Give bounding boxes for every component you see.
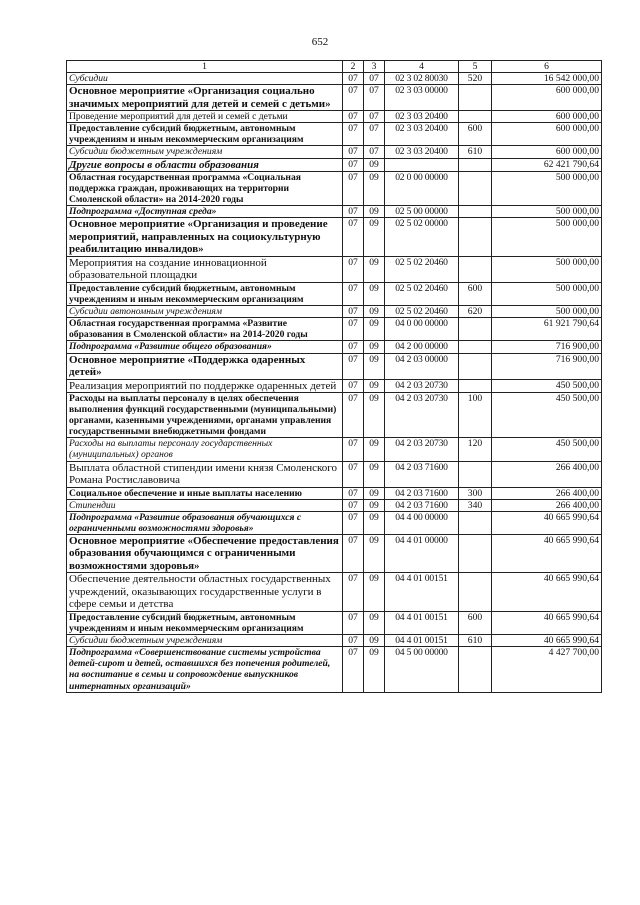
- row-subsection-code: 09: [364, 534, 385, 573]
- row-name: Областная государственная программа «Развитие образования в Смоленской области» на 2014-2020 годы: [67, 318, 343, 341]
- row-subsection-code: 09: [364, 393, 385, 438]
- row-subsection-code: 09: [364, 218, 385, 257]
- row-target-article-code: 02 3 03 20400: [385, 146, 459, 158]
- row-amount: 40 665 990,64: [492, 511, 602, 534]
- row-expense-type-code: [459, 256, 492, 282]
- row-section-code: 07: [343, 256, 364, 282]
- row-expense-type-code: [459, 206, 492, 218]
- row-subsection-code: 09: [364, 172, 385, 206]
- row-expense-type-code: [459, 341, 492, 353]
- row-amount: 62 421 790,64: [492, 158, 602, 172]
- row-section-code: 07: [343, 499, 364, 511]
- table-row: [67, 172, 602, 206]
- row-section-code: 07: [343, 379, 364, 393]
- row-name: Другие вопросы в области образования: [67, 158, 343, 172]
- table-row: [67, 353, 602, 379]
- row-subsection-code: 09: [364, 282, 385, 305]
- row-target-article-code: 02 5 02 20460: [385, 282, 459, 305]
- table-row: [67, 461, 602, 487]
- row-amount: 450 500,00: [492, 393, 602, 438]
- table-row: [67, 85, 602, 111]
- row-target-article-code: 04 2 03 71600: [385, 499, 459, 511]
- row-target-article-code: 04 2 03 71600: [385, 487, 459, 499]
- row-section-code: 07: [343, 393, 364, 438]
- row-amount: 600 000,00: [492, 146, 602, 158]
- row-expense-type-code: [459, 379, 492, 393]
- table-row: [67, 282, 602, 305]
- row-subsection-code: 09: [364, 256, 385, 282]
- row-expense-type-code: 620: [459, 306, 492, 318]
- row-name: Предоставление субсидий бюджетным, автономным учреждениям и иным некоммерческим организациям: [67, 123, 343, 146]
- row-name: Расходы на выплаты персоналу в целях обеспечения выполнения функций государственными (муниципальными) органами, казенными учреждениями, органами управления государственными внебюджетными фондами: [67, 393, 343, 438]
- row-amount: 40 665 990,64: [492, 611, 602, 634]
- row-target-article-code: 04 4 01 00151: [385, 611, 459, 634]
- row-subsection-code: 09: [364, 487, 385, 499]
- row-target-article-code: 04 2 03 20730: [385, 379, 459, 393]
- row-target-article-code: 04 4 01 00151: [385, 573, 459, 612]
- row-subsection-code: 09: [364, 647, 385, 692]
- row-expense-type-code: 610: [459, 635, 492, 647]
- table-row: [67, 499, 602, 511]
- row-section-code: 07: [343, 511, 364, 534]
- row-subsection-code: 09: [364, 341, 385, 353]
- row-name: Предоставление субсидий бюджетным, автономным учреждениям и иным некоммерческим организациям: [67, 611, 343, 634]
- row-section-code: 07: [343, 461, 364, 487]
- row-section-code: 07: [343, 306, 364, 318]
- table-row: [67, 158, 602, 172]
- row-amount: 600 000,00: [492, 85, 602, 111]
- row-subsection-code: 09: [364, 499, 385, 511]
- row-section-code: 07: [343, 534, 364, 573]
- row-expense-type-code: 600: [459, 282, 492, 305]
- table-row: [67, 256, 602, 282]
- budget-table: [66, 60, 602, 693]
- row-subsection-code: 07: [364, 146, 385, 158]
- row-expense-type-code: [459, 318, 492, 341]
- row-section-code: 07: [343, 111, 364, 123]
- row-section-code: 07: [343, 218, 364, 257]
- row-amount: 500 000,00: [492, 256, 602, 282]
- col-header-name: 1: [67, 61, 343, 73]
- table-row: [67, 111, 602, 123]
- table-row: [67, 611, 602, 634]
- row-target-article-code: 04 2 03 71600: [385, 461, 459, 487]
- row-expense-type-code: [459, 158, 492, 172]
- row-amount: 500 000,00: [492, 306, 602, 318]
- row-expense-type-code: 300: [459, 487, 492, 499]
- row-section-code: 07: [343, 158, 364, 172]
- row-target-article-code: 02 3 03 20400: [385, 111, 459, 123]
- row-expense-type-code: [459, 172, 492, 206]
- row-amount: 500 000,00: [492, 206, 602, 218]
- row-section-code: 07: [343, 172, 364, 206]
- row-expense-type-code: [459, 85, 492, 111]
- row-section-code: 07: [343, 573, 364, 612]
- row-expense-type-code: 100: [459, 393, 492, 438]
- row-subsection-code: 07: [364, 111, 385, 123]
- row-amount: 716 900,00: [492, 353, 602, 379]
- row-name: Субсидии автономным учреждениям: [67, 306, 343, 318]
- row-amount: 40 665 990,64: [492, 534, 602, 573]
- row-amount: 450 500,00: [492, 379, 602, 393]
- row-name: Основное мероприятие «Поддержка одаренных детей»: [67, 353, 343, 379]
- table-row: [67, 635, 602, 647]
- col-header-rz: 2: [343, 61, 364, 73]
- row-name: Выплата областной стипендии имени князя Смоленского Романа Ростиславовича: [67, 461, 343, 487]
- row-expense-type-code: [459, 461, 492, 487]
- row-amount: 600 000,00: [492, 111, 602, 123]
- row-target-article-code: 02 3 03 20400: [385, 123, 459, 146]
- row-name: Подпрограмма «Доступная среда»: [67, 206, 343, 218]
- col-header-vr: 5: [459, 61, 492, 73]
- row-name: Подпрограмма «Развитие образования обучающихся с ограниченными возможностями здоровья»: [67, 511, 343, 534]
- row-target-article-code: 02 0 00 00000: [385, 172, 459, 206]
- row-expense-type-code: 120: [459, 438, 492, 461]
- row-name: Реализация мероприятий по поддержке одаренных детей: [67, 379, 343, 393]
- row-section-code: 07: [343, 318, 364, 341]
- table-row: [67, 146, 602, 158]
- row-section-code: 07: [343, 353, 364, 379]
- row-subsection-code: 09: [364, 318, 385, 341]
- row-subsection-code: 09: [364, 306, 385, 318]
- row-subsection-code: 07: [364, 123, 385, 146]
- row-section-code: 07: [343, 635, 364, 647]
- row-amount: 61 921 790,64: [492, 318, 602, 341]
- row-target-article-code: 02 5 02 20460: [385, 306, 459, 318]
- row-subsection-code: 09: [364, 461, 385, 487]
- table-row: [67, 341, 602, 353]
- row-target-article-code: [385, 158, 459, 172]
- table-row: [67, 438, 602, 461]
- row-amount: 500 000,00: [492, 218, 602, 257]
- row-expense-type-code: 600: [459, 611, 492, 634]
- row-target-article-code: 04 4 01 00000: [385, 534, 459, 573]
- row-subsection-code: 09: [364, 438, 385, 461]
- row-amount: 4 427 700,00: [492, 647, 602, 692]
- row-name: Расходы на выплаты персоналу государственных (муниципальных) органов: [67, 438, 343, 461]
- table-row: [67, 306, 602, 318]
- row-section-code: 07: [343, 282, 364, 305]
- row-expense-type-code: [459, 534, 492, 573]
- row-amount: 266 400,00: [492, 461, 602, 487]
- row-subsection-code: 07: [364, 73, 385, 85]
- row-section-code: 07: [343, 647, 364, 692]
- table-row: [67, 73, 602, 85]
- row-subsection-code: 09: [364, 511, 385, 534]
- row-target-article-code: 04 5 00 00000: [385, 647, 459, 692]
- row-section-code: 07: [343, 341, 364, 353]
- row-expense-type-code: 610: [459, 146, 492, 158]
- row-name: Подпрограмма «Развитие общего образования»: [67, 341, 343, 353]
- row-subsection-code: 09: [364, 353, 385, 379]
- row-subsection-code: 09: [364, 635, 385, 647]
- row-section-code: 07: [343, 206, 364, 218]
- row-name: Предоставление субсидий бюджетным, автономным учреждениям и иным некоммерческим организациям: [67, 282, 343, 305]
- row-subsection-code: 07: [364, 85, 385, 111]
- row-name: Основное мероприятие «Организация и проведение мероприятий, направленных на социокультурную реабилитацию инвалидов»: [67, 218, 343, 257]
- col-header-pr: 3: [364, 61, 385, 73]
- table-row: [67, 218, 602, 257]
- row-amount: 40 665 990,64: [492, 573, 602, 612]
- table-body: [67, 73, 602, 693]
- table-row: [67, 123, 602, 146]
- row-expense-type-code: [459, 353, 492, 379]
- table-row: [67, 487, 602, 499]
- table-row: [67, 318, 602, 341]
- row-amount: 16 542 000,00: [492, 73, 602, 85]
- row-section-code: 07: [343, 611, 364, 634]
- row-expense-type-code: 520: [459, 73, 492, 85]
- row-name: Областная государственная программа «Социальная поддержка граждан, проживающих на территории Смоленской области» на 2014-2020 годы: [67, 172, 343, 206]
- row-section-code: 07: [343, 487, 364, 499]
- row-amount: 600 000,00: [492, 123, 602, 146]
- row-amount: 266 400,00: [492, 499, 602, 511]
- row-name: Обеспечение деятельности областных государственных учреждений, оказывающих государственные услуги в сфере семьи и детства: [67, 573, 343, 612]
- table-row: [67, 511, 602, 534]
- row-section-code: 07: [343, 73, 364, 85]
- row-section-code: 07: [343, 438, 364, 461]
- row-target-article-code: 02 5 02 00000: [385, 218, 459, 257]
- row-section-code: 07: [343, 146, 364, 158]
- table-row: [67, 647, 602, 692]
- table-row: [67, 206, 602, 218]
- row-name: Проведение мероприятий для детей и семей с детьми: [67, 111, 343, 123]
- row-subsection-code: 09: [364, 611, 385, 634]
- row-amount: 40 665 990,64: [492, 635, 602, 647]
- row-name: Основное мероприятие «Обеспечение предоставления образования обучающимся с ограниченными возможностями здоровья»: [67, 534, 343, 573]
- row-subsection-code: 09: [364, 158, 385, 172]
- row-target-article-code: 02 3 03 00000: [385, 85, 459, 111]
- row-target-article-code: 04 2 00 00000: [385, 341, 459, 353]
- row-name: Субсидии: [67, 73, 343, 85]
- row-name: Подпрограмма «Совершенствование системы устройства детей-сирот и детей, оставшихся без попечения родителей, на воспитание в семьи и сопровождение выпускников интернатных организаций»: [67, 647, 343, 692]
- table-row: [67, 534, 602, 573]
- row-amount: 500 000,00: [492, 282, 602, 305]
- table-header-row: [67, 61, 602, 73]
- row-expense-type-code: [459, 573, 492, 612]
- row-target-article-code: 04 4 01 00151: [385, 635, 459, 647]
- row-name: Социальное обеспечение и иные выплаты населению: [67, 487, 343, 499]
- row-subsection-code: 09: [364, 206, 385, 218]
- row-amount: 450 500,00: [492, 438, 602, 461]
- row-name: Мероприятия на создание инновационной образовательной площадки: [67, 256, 343, 282]
- row-amount: 500 000,00: [492, 172, 602, 206]
- row-subsection-code: 09: [364, 379, 385, 393]
- row-expense-type-code: [459, 647, 492, 692]
- row-target-article-code: 04 0 00 00000: [385, 318, 459, 341]
- row-amount: 716 900,00: [492, 341, 602, 353]
- row-name: Стипендии: [67, 499, 343, 511]
- row-name: Субсидии бюджетным учреждениям: [67, 146, 343, 158]
- row-section-code: 07: [343, 123, 364, 146]
- row-target-article-code: 04 4 00 00000: [385, 511, 459, 534]
- row-subsection-code: 09: [364, 573, 385, 612]
- row-expense-type-code: [459, 511, 492, 534]
- row-section-code: 07: [343, 85, 364, 111]
- table-row: [67, 379, 602, 393]
- col-header-sum: 6: [492, 61, 602, 73]
- row-expense-type-code: [459, 218, 492, 257]
- row-target-article-code: 04 2 03 00000: [385, 353, 459, 379]
- table-row: [67, 573, 602, 612]
- row-target-article-code: 02 5 02 20460: [385, 256, 459, 282]
- table-row: [67, 393, 602, 438]
- row-expense-type-code: [459, 111, 492, 123]
- row-target-article-code: 04 2 03 20730: [385, 393, 459, 438]
- row-amount: 266 400,00: [492, 487, 602, 499]
- row-expense-type-code: 340: [459, 499, 492, 511]
- page-number: 652: [311, 36, 329, 48]
- row-target-article-code: 02 3 02 80030: [385, 73, 459, 85]
- row-target-article-code: 02 5 00 00000: [385, 206, 459, 218]
- row-name: Основное мероприятие «Организация социально значимых мероприятий для детей и семей с детьми»: [67, 85, 343, 111]
- row-target-article-code: 04 2 03 20730: [385, 438, 459, 461]
- col-header-csr: 4: [385, 61, 459, 73]
- row-expense-type-code: 600: [459, 123, 492, 146]
- row-name: Субсидии бюджетным учреждениям: [67, 635, 343, 647]
